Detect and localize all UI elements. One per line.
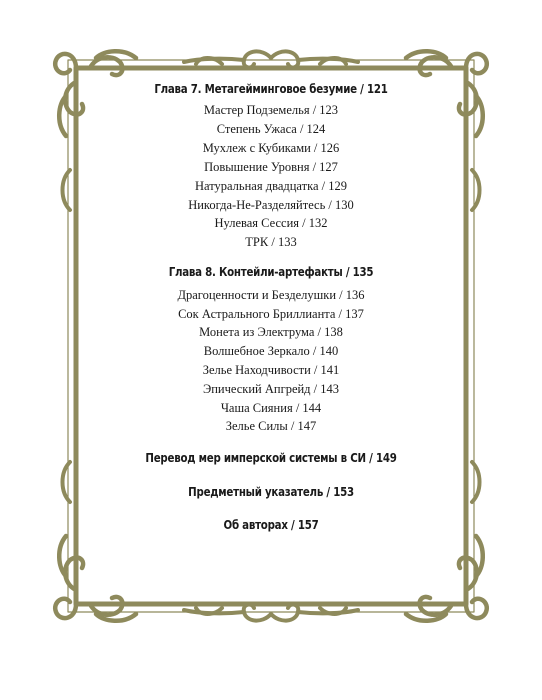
toc-entry: Мухлеж с Кубиками / 126 xyxy=(202,141,340,155)
toc-entry: Повышение Уровня / 127 xyxy=(204,160,338,174)
toc-entry: Зелье Силы / 147 xyxy=(225,419,317,433)
toc-entry: Зелье Находчивости / 141 xyxy=(202,363,340,377)
toc-entry: Драгоценности и Безделушки / 136 xyxy=(177,288,365,302)
conversion-heading: Перевод мер имперской системы в СИ / 149 xyxy=(145,450,397,465)
toc-entry: Эпический Апгрейд / 143 xyxy=(202,382,340,396)
chapter-8-heading: Глава 8. Контейли-артефакты / 135 xyxy=(168,264,374,279)
toc-entry: Мастер Подземелья / 123 xyxy=(203,103,339,117)
toc-entry: Нулевая Сессия / 132 xyxy=(214,216,328,230)
toc-entry: Натуральная двадцатка / 129 xyxy=(194,179,348,193)
toc-entry: Чаша Сияния / 144 xyxy=(220,401,322,415)
toc-entry: Волшебное Зеркало / 140 xyxy=(203,344,339,358)
toc-entry: ТРК / 133 xyxy=(245,235,297,249)
toc-entry: Монета из Электрума / 138 xyxy=(199,325,343,339)
toc-entry: Степень Ужаса / 124 xyxy=(216,122,326,136)
authors-heading: Об авторах / 157 xyxy=(223,517,319,532)
toc-entry: Никогда-Не-Разделяйтесь / 130 xyxy=(188,198,354,212)
index-heading: Предметный указатель / 153 xyxy=(188,484,354,499)
chapter-7-heading: Глава 7. Метагейминговое безумие / 121 xyxy=(154,81,388,96)
toc-entry: Сок Астрального Бриллианта / 137 xyxy=(178,307,364,321)
